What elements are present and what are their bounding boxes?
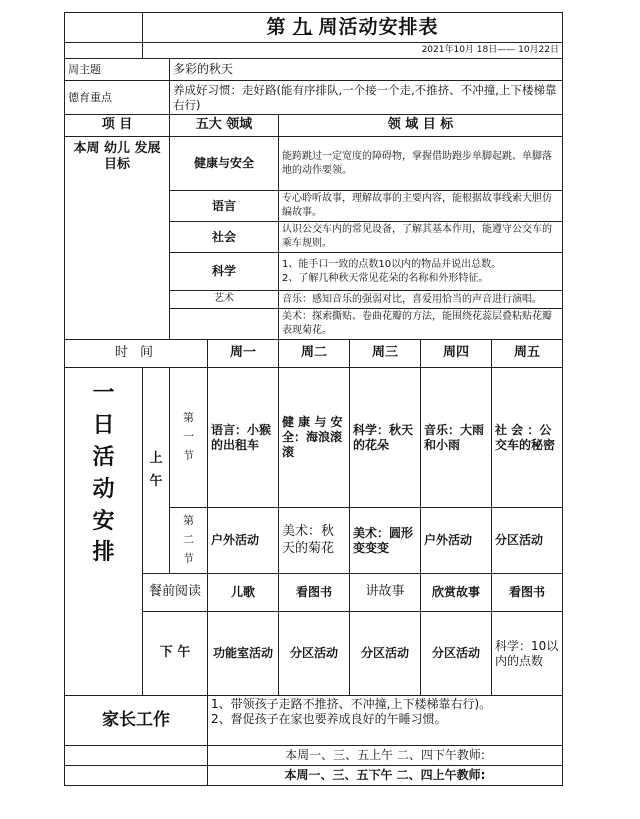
day-header: 周五	[492, 340, 563, 368]
theme-label: 周主题	[65, 59, 170, 81]
reading-label: 餐前阅读	[143, 574, 208, 612]
moral-value: 养成好习惯：走好路(能有序排队,一个接一个走,不推挤、不冲撞,上下楼梯靠右行)	[170, 81, 563, 115]
afternoon-cell: 分区活动	[421, 612, 492, 696]
activity-cell: 分区活动	[492, 508, 563, 574]
day-header: 周一	[208, 340, 279, 368]
activity-cell: 美术：秋天的菊花	[279, 508, 350, 574]
afternoon-cell: 分区活动	[279, 612, 350, 696]
signature-line: 本周一、三、五上午 二、四下午教师:	[208, 746, 563, 766]
session1-label: 第一节	[170, 368, 208, 508]
blank-cell	[65, 746, 208, 766]
goal-text: 专心聆听故事，理解故事的主要内容，能根据故事线索大胆仿编故事。	[279, 191, 563, 222]
day-header: 周四	[421, 340, 492, 368]
reading-cell: 看图书	[492, 574, 563, 612]
moral-label: 德育重点	[65, 81, 170, 115]
theme-value: 多彩的秋天	[170, 59, 563, 81]
day-activities-label: 一日活动安排	[65, 368, 143, 696]
reading-cell: 讲故事	[350, 574, 421, 612]
blank-cell	[65, 13, 143, 43]
activity-cell: 社 会 ：公交车的秘密	[492, 368, 563, 508]
week-number: 九	[292, 15, 313, 38]
goal-text: 音乐：感知音乐的强弱对比，喜爱用恰当的声音进行演唱。	[279, 291, 563, 309]
activity-cell: 户外活动	[208, 508, 279, 574]
family-work-text: 1、带领孩子走路不推挤、不冲撞,上下楼梯靠右行)。 2、督促孩子在家也要养成良好的午睡习惯。	[208, 696, 563, 746]
goal-domain	[170, 309, 279, 340]
goal-domain: 健康与安全	[170, 137, 279, 191]
family-work-label: 家长工作	[65, 696, 208, 746]
domains-header: 五大 领域	[170, 115, 279, 137]
goal-domain: 科学	[170, 253, 279, 291]
afternoon-label: 下 午	[143, 612, 208, 696]
blank-cell	[65, 766, 208, 786]
activity-cell: 户外活动	[421, 508, 492, 574]
goal-header: 领 域 目 标	[279, 115, 563, 137]
goal-domain: 语言	[170, 191, 279, 222]
blank-cell	[65, 43, 143, 59]
afternoon-cell: 功能室活动	[208, 612, 279, 696]
activity-cell: 音乐：大雨和小雨	[421, 368, 492, 508]
afternoon-cell: 分区活动	[350, 612, 421, 696]
time-header: 时 间	[65, 340, 208, 368]
goal-domain: 艺术	[170, 291, 279, 309]
page-title: 第 九 周活动安排表	[143, 13, 563, 43]
activity-cell: 美术：圆形变变变	[350, 508, 421, 574]
date-range: 2021年10月 18日—— 10月22日	[143, 43, 563, 59]
weekly-schedule-table	[64, 12, 563, 786]
goal-text: 1、能手口一致的点数10以内的物品并说出总数。 2、了解几种秋天常见花朵的名称和外形特征。	[279, 253, 563, 291]
activity-cell: 语言：小猴的出租车	[208, 368, 279, 508]
goals-section-label: 本周 幼儿 发展 目标	[65, 137, 170, 340]
goal-text: 能跨跳过一定宽度的障碍物，掌握借助跑步单脚起跳、单脚落地的动作要领。	[279, 137, 563, 191]
goal-text: 认识公交车内的常见设备，了解其基本作用，能遵守公交车的乘车规则。	[279, 222, 563, 253]
reading-cell: 欣赏故事	[421, 574, 492, 612]
morning-label: 上午	[143, 368, 170, 574]
day-header: 周三	[350, 340, 421, 368]
activity-cell: 健 康 与 安全：海浪滚滚	[279, 368, 350, 508]
session2-label: 第二节	[170, 508, 208, 574]
signature-line: 本周一、三、五下午 二、四上午教师:	[208, 766, 563, 786]
goal-domain: 社会	[170, 222, 279, 253]
activity-cell: 科学：秋天的花朵	[350, 368, 421, 508]
afternoon-cell: 科学：10以内的点数	[492, 612, 563, 696]
day-header: 周二	[279, 340, 350, 368]
reading-cell: 看图书	[279, 574, 350, 612]
goal-text: 美术：探索撕贴、卷曲花瓣的方法，能围绕花蕊层叠粘贴花瓣表现菊花。	[279, 309, 563, 340]
reading-cell: 儿歌	[208, 574, 279, 612]
item-header: 项 目	[65, 115, 170, 137]
